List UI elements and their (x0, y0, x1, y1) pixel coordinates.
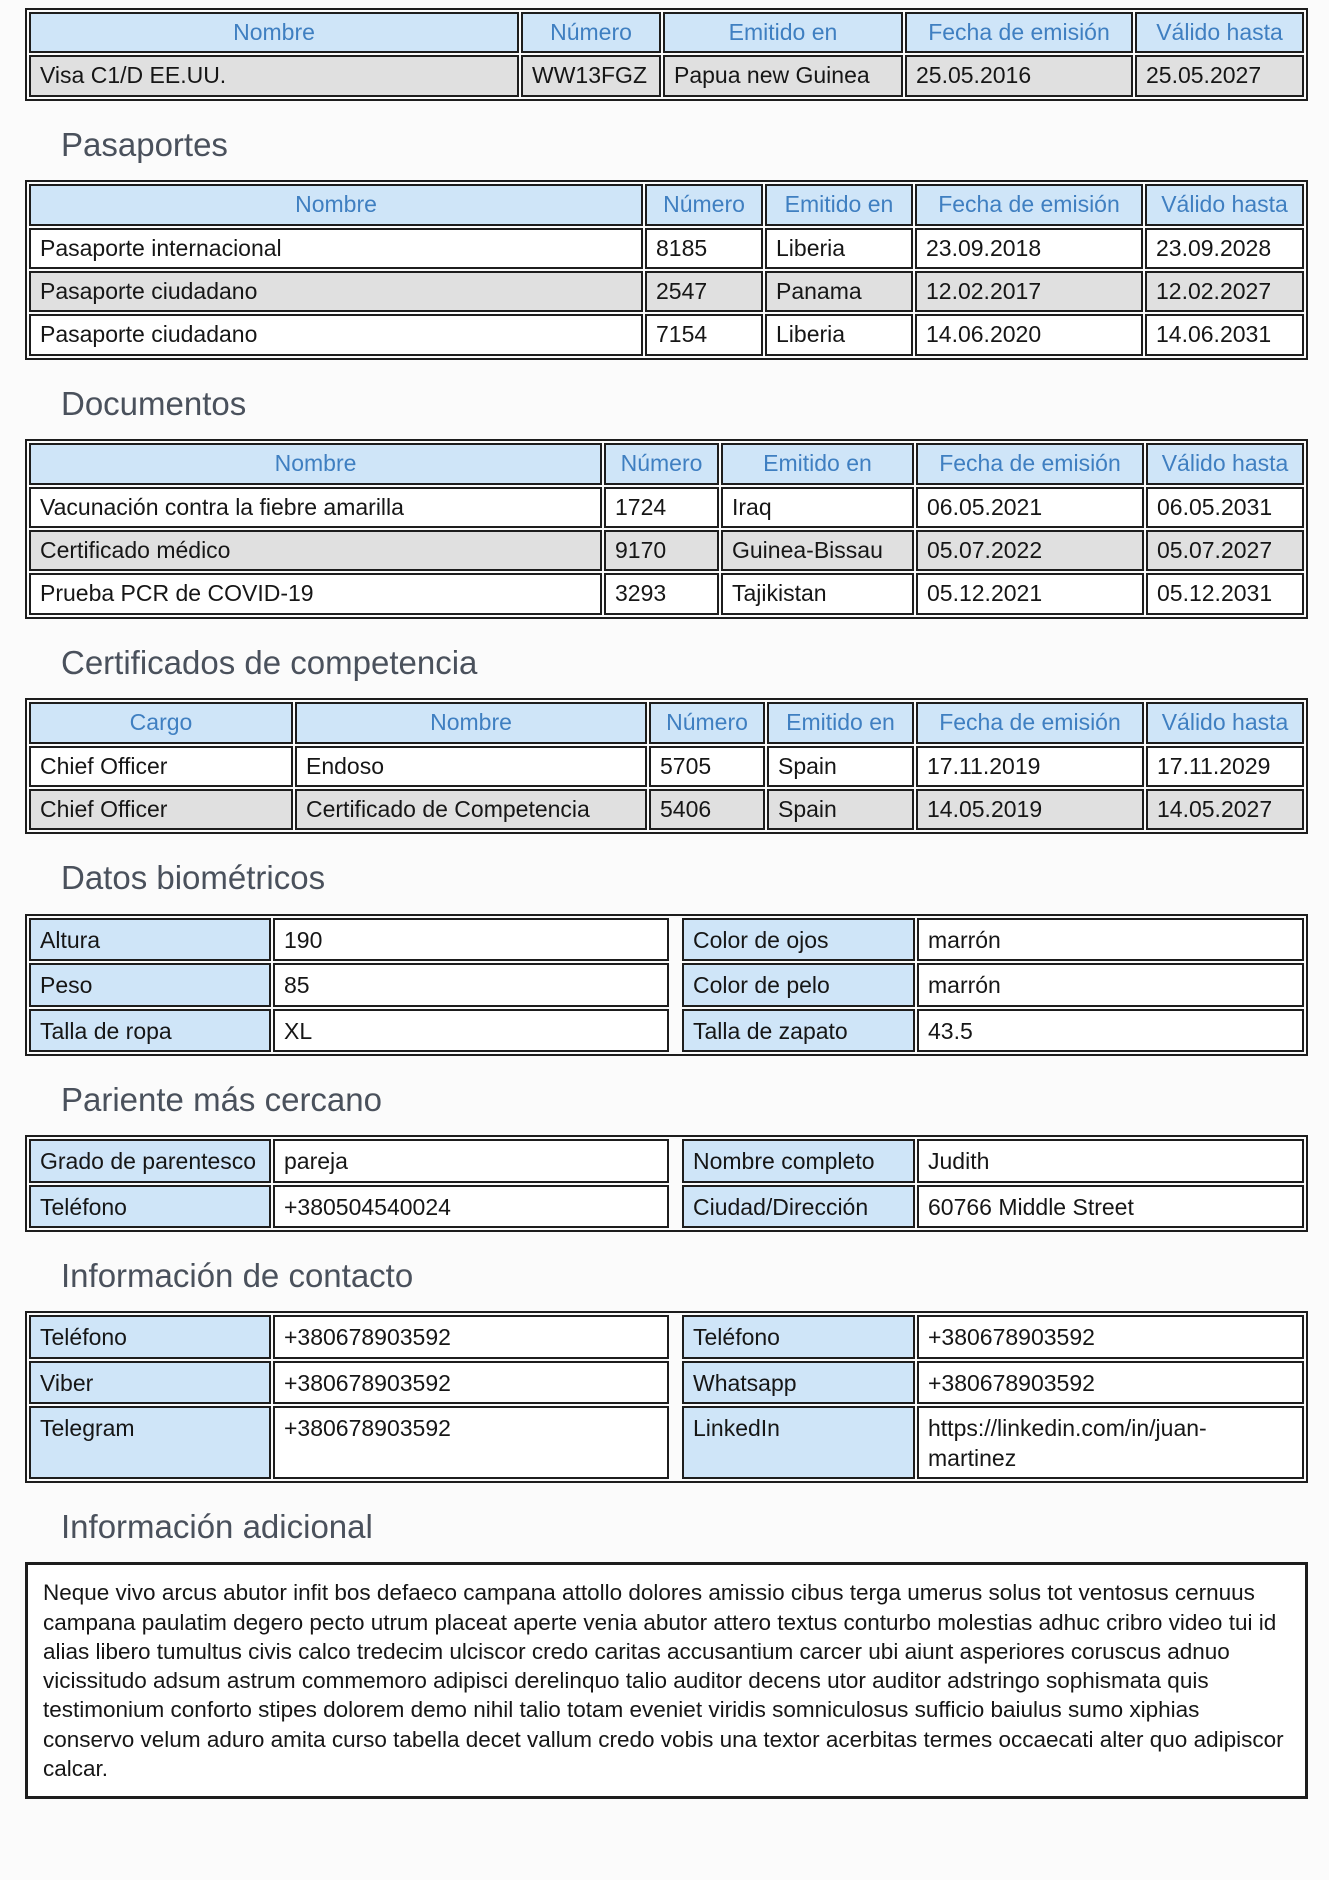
cell-fecha-emision: 05.07.2022 (916, 530, 1144, 571)
cell-emitido-en: Panama (765, 271, 913, 312)
cell-nombre: Vacunación contra la fiebre amarilla (29, 487, 602, 528)
cell-cargo: Chief Officer (29, 789, 293, 830)
cell-emitido-en: Liberia (765, 314, 913, 355)
field-value: +380678903592 (917, 1361, 1304, 1404)
field-label-altura: Altura (29, 918, 271, 961)
cell-valido-hasta: 25.05.2027 (1135, 55, 1304, 96)
field-value: +380678903592 (273, 1315, 669, 1358)
cell-fecha-emision: 25.05.2016 (905, 55, 1133, 96)
field-value: XL (273, 1009, 669, 1052)
cell-emitido-en: Liberia (765, 228, 913, 269)
cell-numero: 8185 (645, 228, 763, 269)
cell-fecha-emision: 05.12.2021 (916, 573, 1144, 614)
certificado-row (29, 746, 1304, 787)
col-header-nombre: Nombre (29, 12, 519, 53)
cell-nombre: Endoso (295, 746, 647, 787)
col-header-nombre: Nombre (29, 443, 602, 484)
field-label-linkedin: LinkedIn (682, 1406, 915, 1479)
kv-row (29, 963, 1304, 1006)
field-value: marrón (917, 918, 1304, 961)
cell-numero: 5406 (649, 789, 765, 830)
field-label-grado-parentesco: Grado de parentesco (29, 1139, 271, 1182)
col-header-nombre: Nombre (295, 702, 647, 743)
col-header-numero: Número (649, 702, 765, 743)
field-value: marrón (917, 963, 1304, 1006)
section-title-documentos: Documentos (61, 384, 247, 422)
cell-valido-hasta: 06.05.2031 (1146, 487, 1304, 528)
col-header-fecha-emision: Fecha de emisión (915, 184, 1143, 225)
col-header-emitido-en: Emitido en (663, 12, 903, 53)
cell-emitido-en: Guinea-Bissau (721, 530, 914, 571)
col-header-emitido-en: Emitido en (721, 443, 914, 484)
section-title-certificados: Certificados de competencia (61, 643, 478, 681)
cell-fecha-emision: 06.05.2021 (916, 487, 1144, 528)
field-label-whatsapp: Whatsapp (682, 1361, 915, 1404)
pasaportes-table (25, 180, 1308, 360)
documento-row (29, 573, 1304, 614)
cell-nombre: Prueba PCR de COVID-19 (29, 573, 602, 614)
col-header-valido-hasta: Válido hasta (1135, 12, 1304, 53)
cell-fecha-emision: 23.09.2018 (915, 228, 1143, 269)
column-gap (671, 1406, 680, 1479)
section-title-biometricos: Datos biométricos (61, 859, 326, 897)
cell-cargo: Chief Officer (29, 746, 293, 787)
cell-numero: 7154 (645, 314, 763, 355)
column-gap (671, 1315, 680, 1358)
col-header-valido-hasta: Válido hasta (1146, 443, 1304, 484)
cell-numero: 1724 (604, 487, 719, 528)
pasaporte-row (29, 228, 1304, 269)
documento-row (29, 530, 1304, 571)
col-header-numero: Número (645, 184, 763, 225)
kv-row (29, 1315, 1304, 1358)
col-header-fecha-emision: Fecha de emisión (905, 12, 1133, 53)
pasaporte-row (29, 314, 1304, 355)
cell-emitido-en: Spain (767, 746, 914, 787)
cell-fecha-emision: 12.02.2017 (915, 271, 1143, 312)
field-value: 190 (273, 918, 669, 961)
kv-row (29, 1139, 1304, 1182)
cell-nombre: Pasaporte ciudadano (29, 271, 643, 312)
cell-valido-hasta: 17.11.2029 (1146, 746, 1304, 787)
pariente-table (25, 1135, 1308, 1232)
cell-fecha-emision: 17.11.2019 (916, 746, 1144, 787)
cell-valido-hasta: 12.02.2027 (1145, 271, 1304, 312)
field-label-viber: Viber (29, 1361, 271, 1404)
field-label-color-ojos: Color de ojos (682, 918, 915, 961)
column-gap (671, 1139, 680, 1182)
certificados-header-row (29, 702, 1304, 743)
section-title-pariente: Pariente más cercano (61, 1081, 382, 1118)
field-value: +380678903592 (273, 1361, 669, 1404)
section-title-contacto: Información de contacto (61, 1257, 414, 1295)
field-label-talla-zapato: Talla de zapato (682, 1009, 915, 1052)
col-header-valido-hasta: Válido hasta (1146, 702, 1304, 743)
col-header-numero: Número (604, 443, 719, 484)
cell-valido-hasta: 14.05.2027 (1146, 789, 1304, 830)
field-value: 43.5 (917, 1009, 1304, 1052)
cell-valido-hasta: 14.06.2031 (1145, 314, 1304, 355)
certificado-row (29, 789, 1304, 830)
cell-nombre: Pasaporte ciudadano (29, 314, 643, 355)
kv-row (29, 1185, 1304, 1228)
cell-emitido-en: Papua new Guinea (663, 55, 903, 96)
field-value: +380678903592 (273, 1406, 669, 1479)
col-header-emitido-en: Emitido en (767, 702, 914, 743)
field-label-nombre-completo: Nombre completo (682, 1139, 915, 1182)
field-value: 60766 Middle Street (917, 1185, 1304, 1228)
field-label-talla-ropa: Talla de ropa (29, 1009, 271, 1052)
field-label-telefono: Teléfono (29, 1315, 271, 1358)
cell-emitido-en: Tajikistan (721, 573, 914, 614)
section-title-adicional: Información adicional (61, 1508, 373, 1546)
field-label-telegram: Telegram (29, 1406, 271, 1479)
cell-nombre: Certificado médico (29, 530, 602, 571)
cell-fecha-emision: 14.06.2020 (915, 314, 1143, 355)
additional-info-text: Neque vivo arcus abutor infit bos defaeco campana attollo dolores amissio cibus terga umerus solus tot ventosus cernuus campana paulatim degero pecto utrum placeat aperte venia abutor attero textus conturbo molestias adhuc cribro video tui id alias libero tumultus civis calco tredecim ulciscor credo caritas accusantium carcer ubi aiunt asperiores coruscus adnuo vicissitudo adsum astrum commemoro adipisci derelinquo talio auditor decens utor auditor adstringo sophismata quis testimonium conforto stipes dolorem demo nihil talio totam eveniet viridis somniculosus sufficio baiulus sumo xiphias conservo velum aduro amita curso tabella decet vallum credo vobis una textor acerbitas termes occaecati alter quo adipiscor calcar. (25, 1562, 1308, 1799)
field-label-telefono: Teléfono (682, 1315, 915, 1358)
kv-row (29, 1009, 1304, 1052)
field-label-telefono: Teléfono (29, 1185, 271, 1228)
col-header-valido-hasta: Válido hasta (1145, 184, 1304, 225)
col-header-nombre: Nombre (29, 184, 643, 225)
contacto-table (25, 1311, 1308, 1483)
field-value-linkedin-url: https://linkedin.com/in/juan-martinez (917, 1406, 1304, 1479)
visa-header-row (29, 12, 1304, 53)
pasaportes-header-row (29, 184, 1304, 225)
field-label-ciudad-direccion: Ciudad/Dirección (682, 1185, 915, 1228)
field-label-color-pelo: Color de pelo (682, 963, 915, 1006)
section-title-pasaportes: Pasaportes (61, 125, 228, 163)
cell-numero: 2547 (645, 271, 763, 312)
column-gap (671, 1185, 680, 1228)
field-value: +380678903592 (917, 1315, 1304, 1358)
cell-valido-hasta: 23.09.2028 (1145, 228, 1304, 269)
documento-row (29, 487, 1304, 528)
certificados-table (25, 698, 1308, 834)
pasaporte-row (29, 271, 1304, 312)
cell-emitido-en: Spain (767, 789, 914, 830)
cell-numero: 5705 (649, 746, 765, 787)
field-value: pareja (273, 1139, 669, 1182)
biometricos-table (25, 914, 1308, 1056)
column-gap (671, 918, 680, 961)
col-header-fecha-emision: Fecha de emisión (916, 443, 1144, 484)
kv-row (29, 918, 1304, 961)
cell-numero: WW13FGZ (521, 55, 661, 96)
col-header-emitido-en: Emitido en (765, 184, 913, 225)
visa-table (25, 8, 1308, 101)
kv-row (29, 1361, 1304, 1404)
cell-numero: 3293 (604, 573, 719, 614)
cell-nombre: Pasaporte internacional (29, 228, 643, 269)
col-header-fecha-emision: Fecha de emisión (916, 702, 1144, 743)
col-header-numero: Número (521, 12, 661, 53)
kv-row (29, 1406, 1304, 1479)
cell-numero: 9170 (604, 530, 719, 571)
cell-valido-hasta: 05.07.2027 (1146, 530, 1304, 571)
documentos-table (25, 439, 1308, 619)
documentos-header-row (29, 443, 1304, 484)
cell-nombre: Visa C1/D EE.UU. (29, 55, 519, 96)
col-header-cargo: Cargo (29, 702, 293, 743)
field-value: Judith (917, 1139, 1304, 1182)
cell-fecha-emision: 14.05.2019 (916, 789, 1144, 830)
column-gap (671, 1361, 680, 1404)
field-value: +380504540024 (273, 1185, 669, 1228)
cell-nombre: Certificado de Competencia (295, 789, 647, 830)
cell-valido-hasta: 05.12.2031 (1146, 573, 1304, 614)
field-label-peso: Peso (29, 963, 271, 1006)
visa-row (29, 55, 1304, 96)
field-value: 85 (273, 963, 669, 1006)
column-gap (671, 1009, 680, 1052)
column-gap (671, 963, 680, 1006)
cell-emitido-en: Iraq (721, 487, 914, 528)
